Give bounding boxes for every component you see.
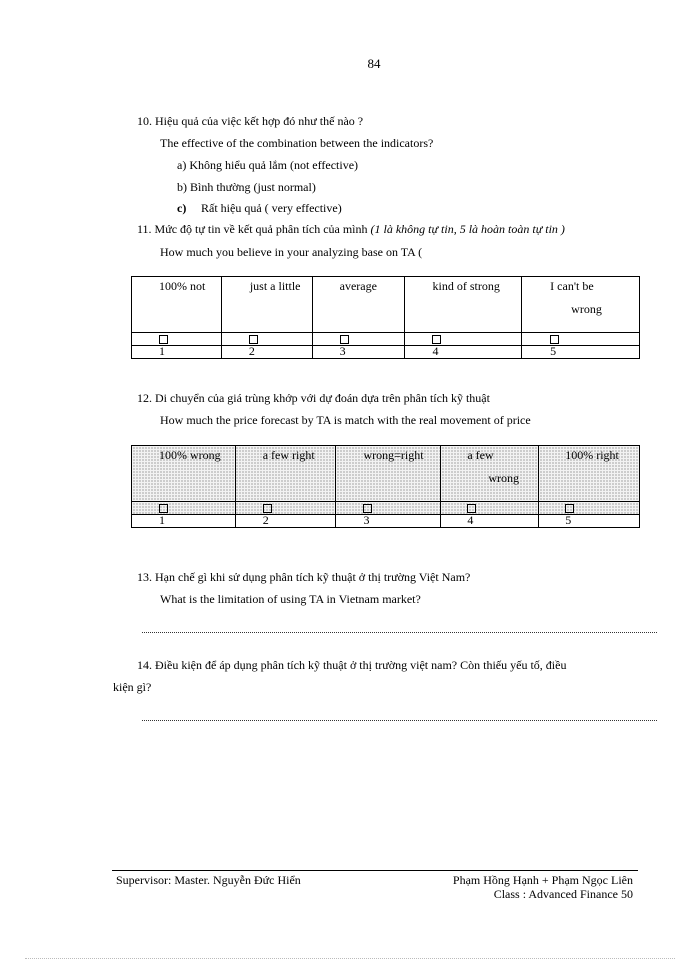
q12-checkbox-row (132, 502, 640, 515)
footer-supervisor: Supervisor: Master. Nguyễn Đức Hiển (116, 873, 301, 887)
q10-option-a: a) Không hiểu quả lắm (not effective) (177, 158, 359, 172)
q11-header-cell (522, 277, 640, 333)
q11-vietnamese-note: (1 là không tự tin, 5 là hoàn toàn tự tin ) (370, 222, 565, 236)
q11-checkbox-5[interactable] (550, 335, 559, 344)
q10-option-c-text: Rất hiệu quả ( very effective) (201, 201, 342, 215)
q12-checkbox-4[interactable] (467, 504, 476, 513)
q10-option-b: b) Bình thường (just normal) (177, 180, 316, 194)
q11-header-1: 100% not (159, 279, 206, 293)
q12-header-1: 100% wrong (159, 448, 221, 462)
q12-header-5: 100% right (565, 448, 619, 462)
q12-scale-table (131, 445, 640, 528)
q11-header-3: average (339, 279, 377, 293)
q12-number-row (132, 515, 640, 528)
q12-header-2: a few right (262, 448, 315, 462)
page-bottom-rule (25, 958, 675, 959)
q13-english: What is the limitation of using TA in Vietnam market? (160, 592, 421, 606)
q12-header-4-line2: wrong (488, 471, 519, 485)
q11-header-cell (312, 277, 405, 333)
q10-english: The effective of the combination between the indicators? (160, 136, 434, 150)
q11-vietnamese (137, 222, 565, 236)
q12-header-4-line1: a few (467, 448, 494, 462)
q11-number-2: 2 (248, 344, 255, 358)
q12-header-cell (539, 446, 640, 502)
q11-checkbox-4[interactable] (432, 335, 441, 344)
q12-header-cell (132, 446, 236, 502)
q11-header-2: just a little (249, 279, 301, 293)
q12-header-3: wrong=right (363, 448, 424, 462)
q12-number-3: 3 (363, 513, 370, 527)
q12-number-1: 1 (159, 513, 165, 527)
q12-checkbox-1[interactable] (159, 504, 168, 513)
q11-checkbox-2[interactable] (249, 335, 258, 344)
q12-english: How much the price forecast by TA is match with the real movement of price (160, 413, 531, 427)
q12-header-cell (235, 446, 336, 502)
q11-checkbox-row (132, 333, 640, 346)
q11-vietnamese-main: 11. Mức độ tự tin về kết quả phân tích của mình (137, 222, 371, 236)
q10-vietnamese: 10. Hiệu quả của việc kết hợp đó như thế nào ? (137, 114, 364, 128)
q11-number-1: 1 (159, 344, 165, 358)
q11-header-cell (405, 277, 522, 333)
q11-english: How much you believe in your analyzing base on TA ( (160, 245, 423, 259)
q11-header-cell (132, 277, 222, 333)
q11-header-row (132, 277, 640, 333)
q11-number-4: 4 (432, 344, 439, 358)
q11-header-5-line1: I can't be (550, 279, 594, 293)
q11-number-row (132, 346, 640, 359)
q11-number-5: 5 (550, 344, 557, 358)
q10-option-c-letter: c) (177, 201, 187, 215)
q12-number-2: 2 (262, 513, 269, 527)
q12-header-cell (336, 446, 441, 502)
q12-header-cell (441, 446, 539, 502)
q13-vietnamese: 13. Hạn chế gì khi sử dụng phân tích kỹ thuật ở thị trường Việt Nam? (137, 570, 471, 584)
q12-number-5: 5 (565, 513, 572, 527)
q14-answer-line[interactable] (142, 720, 657, 721)
q11-checkbox-3[interactable] (340, 335, 349, 344)
q11-header-cell (221, 277, 312, 333)
footer-rule (112, 870, 638, 871)
q12-checkbox-3[interactable] (363, 504, 372, 513)
q12-checkbox-2[interactable] (263, 504, 272, 513)
q12-vietnamese: 12. Di chuyển của giá trùng khớp với dự đoán dựa trên phân tích kỹ thuật (137, 391, 490, 405)
q13-answer-line[interactable] (142, 632, 657, 633)
q12-header-row (132, 446, 640, 502)
q11-checkbox-1[interactable] (159, 335, 168, 344)
footer-authors: Phạm Hồng Hạnh + Phạm Ngọc Liên (452, 873, 633, 887)
q12-checkbox-5[interactable] (565, 504, 574, 513)
q11-header-4: kind of strong (432, 279, 500, 293)
q14-line1: 14. Điều kiện để áp dụng phân tích kỹ thuật ở thị trường việt nam? Còn thiếu yếu tố, điều (137, 658, 567, 672)
q12-number-4: 4 (467, 513, 474, 527)
q11-number-3: 3 (339, 344, 346, 358)
footer-class: Class : Advanced Finance 50 (493, 887, 633, 901)
q14-line2: kiện gì? (113, 680, 152, 694)
page-number: 84 (367, 56, 381, 71)
q11-scale-table (131, 276, 640, 359)
q11-header-5-line2: wrong (571, 302, 602, 316)
